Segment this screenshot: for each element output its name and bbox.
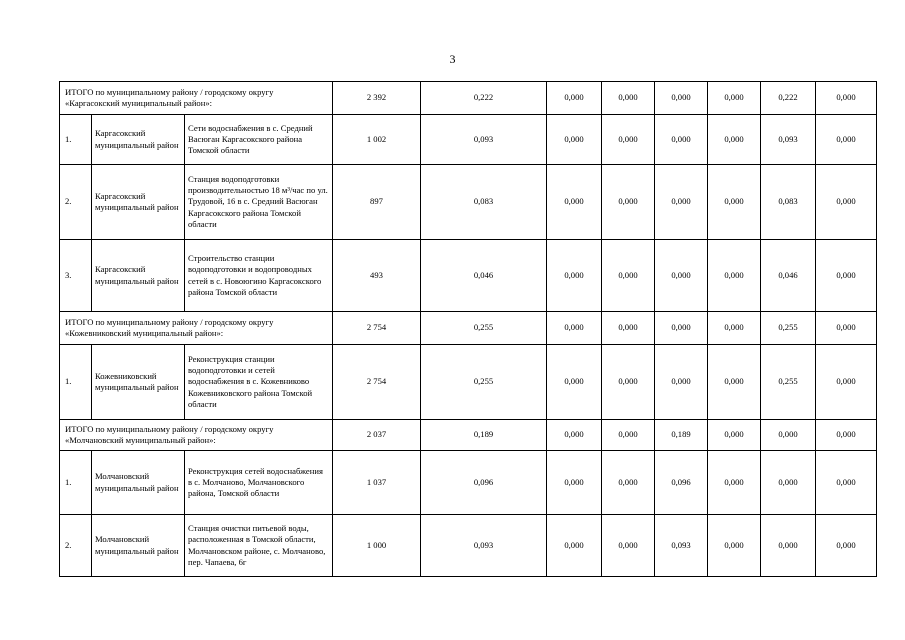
value-cell: 0,000 <box>816 82 877 115</box>
district-cell: Каргасокский муниципальный район <box>92 115 185 165</box>
value-cell: 0,000 <box>816 312 877 345</box>
value-cell: 0,000 <box>708 312 761 345</box>
value-cell: 0,000 <box>708 420 761 451</box>
value-cell: 0,000 <box>761 515 816 577</box>
object-cell: Сети водоснабжения в с. Средний Васюган Каргасокского района Томской области <box>185 115 333 165</box>
row-index: 1. <box>60 451 92 515</box>
value-cell: 0,000 <box>761 451 816 515</box>
district-cell: Кожевниковский муниципальный район <box>92 345 185 420</box>
district-cell: Каргасокский муниципальный район <box>92 165 185 240</box>
value-cell: 0,000 <box>816 451 877 515</box>
value-cell: 0,000 <box>816 420 877 451</box>
value-cell: 0,000 <box>655 82 708 115</box>
value-cell: 1 000 <box>333 515 421 577</box>
value-cell: 0,000 <box>547 345 602 420</box>
value-cell: 0,096 <box>655 451 708 515</box>
district-cell: Каргасокский муниципальный район <box>92 240 185 312</box>
row-index: 1. <box>60 345 92 420</box>
table-row <box>60 515 877 577</box>
value-cell: 0,000 <box>708 515 761 577</box>
value-cell: 0,000 <box>602 312 655 345</box>
value-cell: 0,000 <box>547 451 602 515</box>
value-cell: 2 754 <box>333 345 421 420</box>
investment-table <box>59 81 877 577</box>
total-label: ИТОГО по муниципальному району / городскому округу «Кожевниковский муниципальный район»: <box>60 312 333 345</box>
value-cell: 0,000 <box>547 515 602 577</box>
value-cell: 0,000 <box>602 165 655 240</box>
value-cell: 0,255 <box>761 312 816 345</box>
value-cell: 0,093 <box>421 115 547 165</box>
value-cell: 0,000 <box>602 115 655 165</box>
value-cell: 0,000 <box>655 240 708 312</box>
value-cell: 0,093 <box>761 115 816 165</box>
district-cell: Молчановский муниципальный район <box>92 515 185 577</box>
value-cell: 1 037 <box>333 451 421 515</box>
value-cell: 0,000 <box>816 240 877 312</box>
value-cell: 0,093 <box>655 515 708 577</box>
object-cell: Станция водоподготовки производительностью 18 м³/час по ул. Трудовой, 16 в с. Средний Васюган Каргасокского района Томской области <box>185 165 333 240</box>
value-cell: 2 392 <box>333 82 421 115</box>
value-cell: 0,000 <box>602 82 655 115</box>
value-cell: 2 754 <box>333 312 421 345</box>
value-cell: 0,000 <box>708 115 761 165</box>
value-cell: 897 <box>333 165 421 240</box>
total-label: ИТОГО по муниципальному району / городскому округу «Каргасокский муниципальный район»: <box>60 82 333 115</box>
table-row <box>60 165 877 240</box>
value-cell: 0,000 <box>655 345 708 420</box>
value-cell: 0,000 <box>761 420 816 451</box>
total-label: ИТОГО по муниципальному району / городскому округу «Молчановский муниципальный район»: <box>60 420 333 451</box>
value-cell: 0,000 <box>816 515 877 577</box>
value-cell: 0,000 <box>547 165 602 240</box>
value-cell: 2 037 <box>333 420 421 451</box>
value-cell: 0,000 <box>708 82 761 115</box>
value-cell: 0,255 <box>761 345 816 420</box>
value-cell: 0,000 <box>655 165 708 240</box>
value-cell: 0,046 <box>761 240 816 312</box>
value-cell: 0,000 <box>708 345 761 420</box>
table-row <box>60 451 877 515</box>
row-index: 2. <box>60 515 92 577</box>
value-cell: 0,000 <box>816 345 877 420</box>
row-index: 3. <box>60 240 92 312</box>
value-cell: 0,189 <box>655 420 708 451</box>
value-cell: 0,000 <box>547 420 602 451</box>
value-cell: 0,093 <box>421 515 547 577</box>
value-cell: 0,083 <box>761 165 816 240</box>
table-row <box>60 345 877 420</box>
object-cell: Реконструкция сетей водоснабжения в с. Молчаново, Молчановского района, Томской области <box>185 451 333 515</box>
value-cell: 1 002 <box>333 115 421 165</box>
total-row <box>60 312 877 345</box>
value-cell: 0,222 <box>761 82 816 115</box>
value-cell: 0,000 <box>816 165 877 240</box>
object-cell: Реконструкция станции водоподготовки и сетей водоснабжения в с. Кожевниково Кожевниковского района Томской области <box>185 345 333 420</box>
total-row <box>60 420 877 451</box>
value-cell: 0,000 <box>602 345 655 420</box>
value-cell: 0,000 <box>547 312 602 345</box>
value-cell: 0,000 <box>547 240 602 312</box>
value-cell: 0,000 <box>655 115 708 165</box>
row-index: 1. <box>60 115 92 165</box>
value-cell: 0,000 <box>816 115 877 165</box>
value-cell: 0,000 <box>708 240 761 312</box>
page-number: 3 <box>449 52 456 66</box>
value-cell: 0,000 <box>602 240 655 312</box>
value-cell: 0,000 <box>708 165 761 240</box>
table-row <box>60 115 877 165</box>
value-cell: 0,000 <box>708 451 761 515</box>
value-cell: 0,096 <box>421 451 547 515</box>
value-cell: 0,000 <box>547 115 602 165</box>
value-cell: 0,046 <box>421 240 547 312</box>
value-cell: 0,222 <box>421 82 547 115</box>
value-cell: 0,000 <box>655 312 708 345</box>
object-cell: Станция очистки питьевой воды, расположенная в Томской области, Молчановском районе, с. Молчаново, пер. Чапаева, 6г <box>185 515 333 577</box>
object-cell: Строительство станции водоподготовки и водопроводных сетей в с. Новоюгино Каргасокского района Томской области <box>185 240 333 312</box>
value-cell: 0,000 <box>547 82 602 115</box>
total-row <box>60 82 877 115</box>
value-cell: 0,255 <box>421 312 547 345</box>
value-cell: 0,189 <box>421 420 547 451</box>
value-cell: 0,000 <box>602 451 655 515</box>
value-cell: 0,083 <box>421 165 547 240</box>
value-cell: 0,000 <box>602 420 655 451</box>
row-index: 2. <box>60 165 92 240</box>
value-cell: 493 <box>333 240 421 312</box>
value-cell: 0,255 <box>421 345 547 420</box>
value-cell: 0,000 <box>602 515 655 577</box>
district-cell: Молчановский муниципальный район <box>92 451 185 515</box>
table-row <box>60 240 877 312</box>
